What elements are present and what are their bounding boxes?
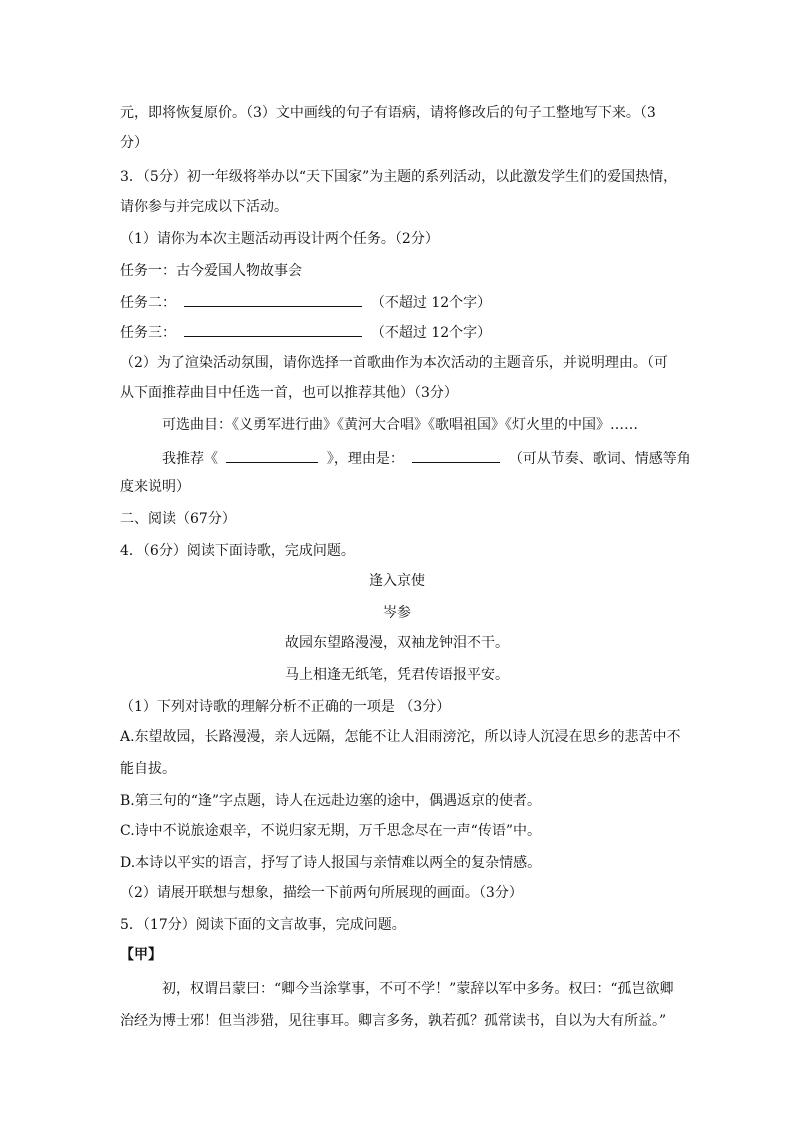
text-line: 度来说明） [120, 479, 190, 495]
task-2-limit: （不超过 12个字） [370, 295, 492, 311]
reason-answer-blank[interactable] [412, 448, 500, 463]
text-line: 从下面推荐曲目中任选一首，也可以推荐其他）（3分） [120, 385, 458, 401]
passage-label-jia: 【甲】 [120, 947, 162, 963]
text-line: 元，即将恢复原价。（3）文中画线的句子有语病，请将修改后的句子工整地写下来。（3 [120, 105, 656, 121]
option-b: B.第三句的“逢”字点题，诗人在远赴边塞的途中，偶遇返京的使者。 [120, 793, 542, 809]
recommend-prefix: 我推荐《 [162, 451, 218, 467]
task-3-label: 任务三： [120, 325, 176, 341]
song-answer-blank[interactable] [226, 448, 318, 463]
recommend-row [162, 448, 691, 468]
task-2-label: 任务二： [120, 295, 176, 311]
poem-line: 故园东望路漫漫，双袖龙钟泪不干。 [285, 635, 509, 651]
passage-line: 治经为博士邪！但当涉猎，见往事耳。卿言多务，孰若孤？孤常读书，自以为大有所益。” [120, 1013, 667, 1029]
passage-line: 初，权谓吕蒙曰：“卿今当涂掌事，不可不学！”蒙辞以军中多务。权曰：“孤岂欲卿 [162, 981, 674, 997]
task-2-answer-blank[interactable] [184, 292, 362, 307]
task-2-row [120, 292, 491, 312]
option-c: C.诗中不说旅途艰辛，不说归家无期，万千思念尽在一声“传语”中。 [120, 823, 541, 839]
question-3-part-2: （2）为了渲染活动氛围，请你选择一首歌曲作为本次活动的主题音乐，并说明理由。（可 [120, 355, 668, 371]
recommend-mid: 》，理由是： [326, 451, 404, 467]
poem-line: 马上相逢无纸笔，凭君传语报平安。 [285, 667, 509, 683]
recommend-suffix: （可从节奏、歌词、情感等角 [508, 451, 691, 467]
task-1: 任务一：古今爱国人物故事会 [120, 263, 302, 279]
poem-title: 逢入京使 [369, 573, 425, 589]
question-3-part-1: （1）请你为本次主题活动再设计两个任务。（2分） [120, 231, 439, 247]
option-d: D.本诗以平实的语言，抒写了诗人报国与亲情难以两全的复杂情感。 [120, 855, 542, 871]
question-4-part-2: （2）请展开联想与想象，描绘一下前两句所展现的画面。（3分） [120, 885, 523, 901]
option-a-continued: 能自拔。 [120, 761, 176, 777]
task-3-answer-blank[interactable] [184, 322, 362, 337]
poem-author: 岑参 [383, 605, 411, 621]
question-5-heading: 5．（17分）阅读下面的文言故事，完成问题。 [120, 917, 406, 933]
song-list: 可选曲目：《义勇军进行曲》《黄河大合唱》《歌唱祖国》《灯火里的中国》…… [162, 417, 638, 433]
task-3-row [120, 322, 491, 342]
text-line: 请你参与并完成以下活动。 [120, 199, 288, 215]
question-4-heading: 4．（6分）阅读下面诗歌，完成问题。 [120, 543, 355, 559]
text-line: 分） [120, 135, 148, 151]
section-2-heading: 二、阅读（67分） [120, 511, 236, 527]
option-a: A.东望故园，长路漫漫，亲人远隔，怎能不让人泪雨滂沱，所以诗人沉浸在思乡的悲苦中不 [120, 729, 681, 745]
question-3-heading: 3．（5分）初一年级将举办以“天下国家”为主题的系列活动，以此激发学生们的爱国热情， [120, 169, 678, 185]
task-3-limit: （不超过 12个字） [370, 325, 492, 341]
question-4-part-1: （1）下列对诗歌的理解分析不正确的一项是 （3分） [120, 699, 451, 715]
